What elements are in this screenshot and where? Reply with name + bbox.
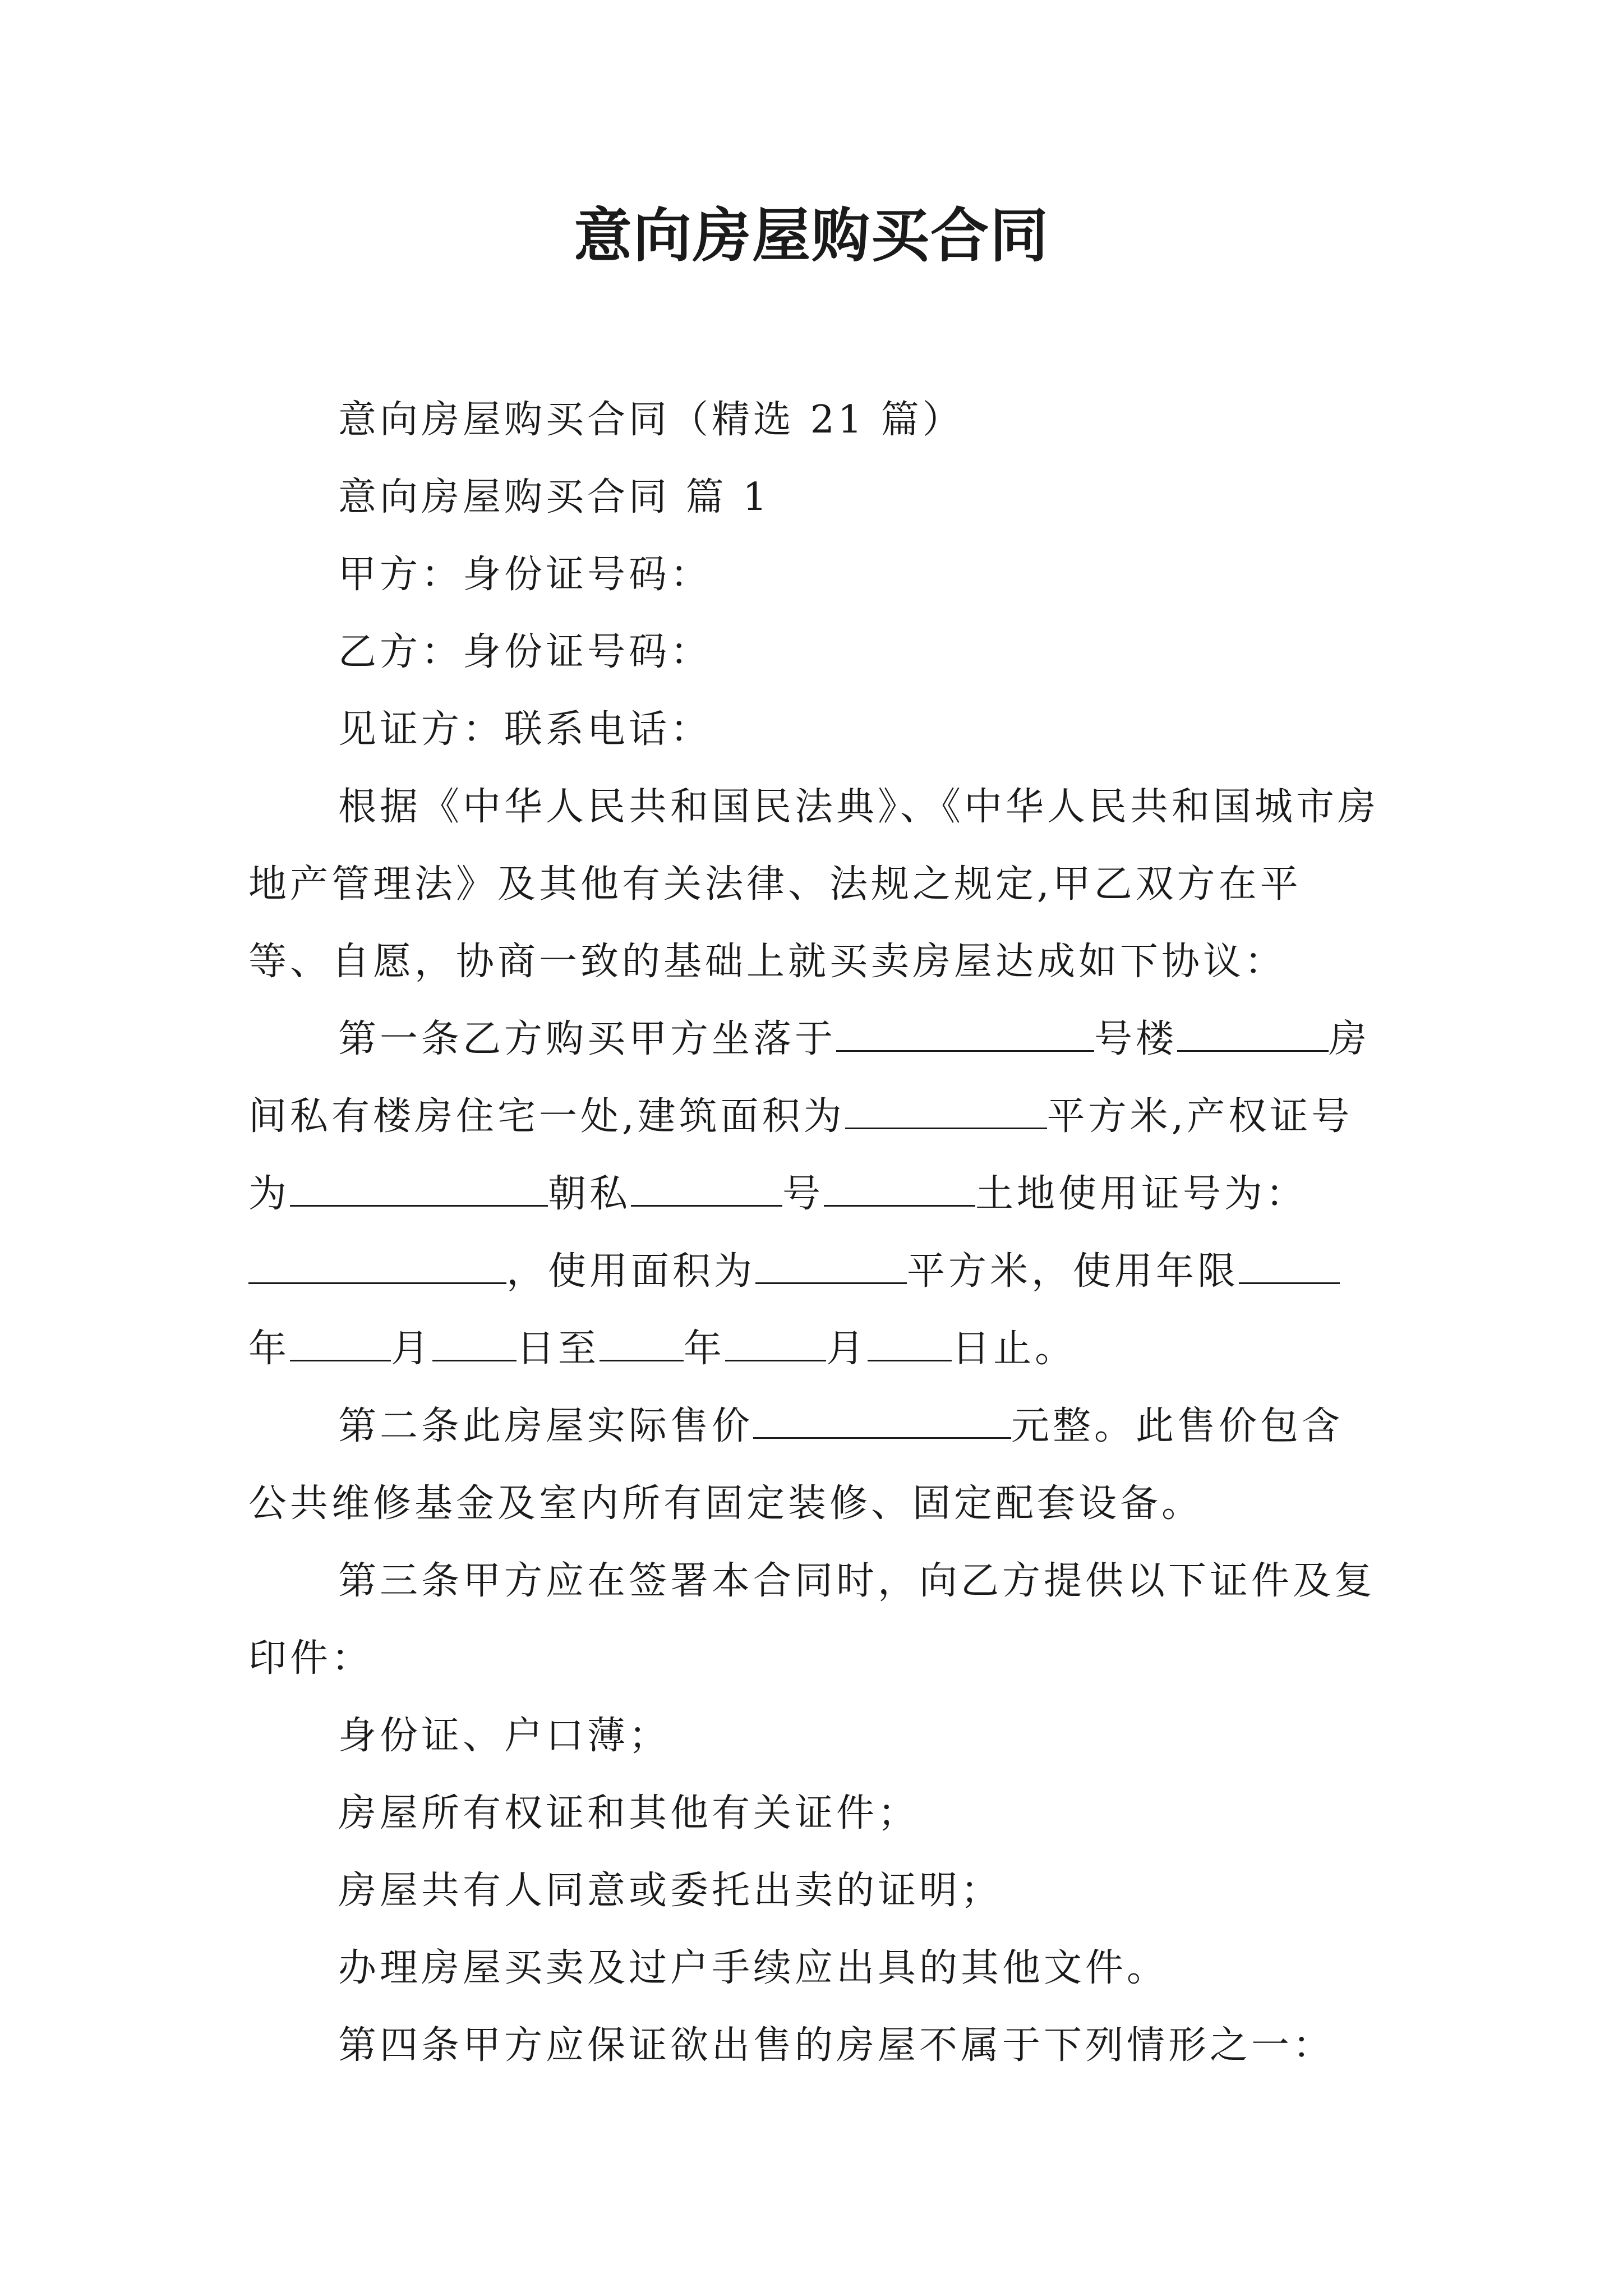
article-1-text: 第一条乙方购买甲方坐落于 [338, 1017, 837, 1061]
article-1-text: 号 [782, 1172, 824, 1216]
article-1-text: 朝私 [548, 1172, 631, 1216]
article-1-text: 土地使用证号为： [975, 1172, 1308, 1216]
article-2-text: 元整。此售价包含公共维修基金及室内所有固定装修、固定配套设备。 [248, 1404, 1344, 1526]
document-list-item: 房屋共有人同意或委托出卖的证明； [338, 1869, 1003, 1913]
document-subtitle: 意向房屋购买合同（精选 21 篇） [338, 398, 964, 442]
article-3-paragraph: 第三条甲方应在签署本合同时，向乙方提供以下证件及复印件： [248, 1559, 1376, 1681]
article-1-text: 日至 [517, 1327, 600, 1371]
article-1-text: 平方米，使用年限 [907, 1249, 1239, 1294]
usable-area-blank [755, 1249, 907, 1284]
article-2-paragraph [248, 1388, 1381, 1543]
document-body [248, 381, 1381, 2085]
document-list-item: 办理房屋买卖及过户手续应出具的其他文件。 [338, 1946, 1169, 1990]
article-1-text: 年 [684, 1327, 726, 1371]
article-1-text: 日止。 [952, 1327, 1077, 1371]
article-1-text: 房间私有楼房住宅一处,建筑面积为 [248, 1017, 1371, 1139]
end-month-blank [725, 1326, 826, 1361]
start-year-blank [1239, 1249, 1340, 1284]
article-1-text: 月 [391, 1327, 433, 1371]
location-blank [836, 1016, 1094, 1052]
article-1-paragraph [248, 1001, 1381, 1388]
party-b-line: 乙方：身份证号码： [338, 630, 712, 674]
document-list-item: 房屋所有权证和其他有关证件； [338, 1791, 920, 1835]
start-month-blank [290, 1326, 391, 1361]
preamble-paragraph: 根据《中华人民共和国民法典》、《中华人民共和国城市房地产管理法》及其他有关法律、法规之规定,甲乙双方在平等、自愿，协商一致的基础上就买卖房屋达成如下协议： [248, 785, 1380, 984]
article-1-text: 月 [826, 1327, 868, 1371]
building-area-blank [845, 1094, 1047, 1129]
article-4-paragraph: 第四条甲方应保证欲出售的房屋不属于下列情形之一： [338, 2023, 1335, 2068]
article-2-text: 第二条此房屋实际售价 [338, 1404, 754, 1448]
party-a-line: 甲方：身份证号码： [338, 553, 712, 597]
document-list-item: 身份证、户口薄； [338, 1714, 671, 1758]
article-1-text: ，使用面积为 [506, 1249, 756, 1294]
article-1-text: 年 [248, 1327, 291, 1371]
end-year-blank [600, 1326, 684, 1361]
number-blank [824, 1171, 975, 1207]
room-blank [1177, 1016, 1329, 1052]
end-day-blank [868, 1326, 952, 1361]
price-blank [753, 1404, 1011, 1439]
document-title: 意向房屋购买合同 [573, 201, 1049, 270]
article-1-text: 号楼 [1094, 1017, 1178, 1061]
section-heading: 意向房屋购买合同 篇 1 [338, 475, 771, 519]
start-day-blank [432, 1326, 517, 1361]
property-cert-blank [290, 1171, 548, 1207]
private-number-blank [631, 1171, 782, 1207]
witness-line: 见证方：联系电话： [338, 707, 712, 752]
land-cert-blank [248, 1249, 506, 1284]
article-1-text: 平方米,产权证号为 [248, 1094, 1353, 1216]
